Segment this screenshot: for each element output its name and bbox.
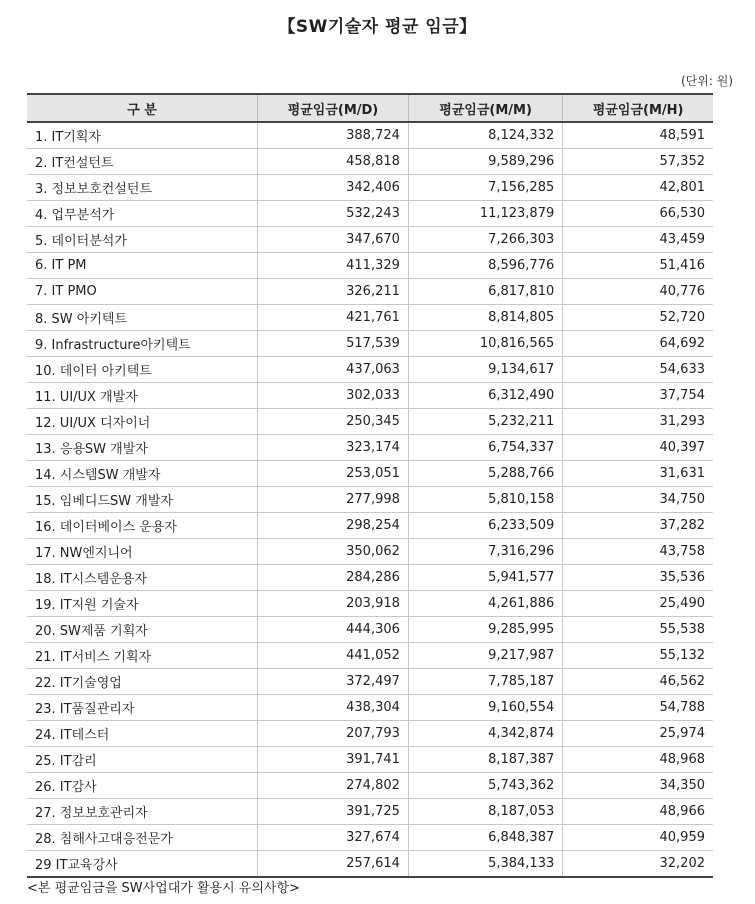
job-title-cell: 28. 침해사고대응전문가 [27, 825, 258, 851]
hourly-wage-cell: 55,132 [563, 643, 713, 669]
job-title-cell: 5. 데이터분석가 [27, 227, 258, 253]
daily-wage-cell: 391,741 [258, 747, 409, 773]
table-row [27, 669, 713, 695]
daily-wage-cell: 302,033 [258, 383, 409, 409]
monthly-wage-cell: 8,124,332 [408, 122, 562, 149]
job-title-cell: 10. 데이터 아키텍트 [27, 357, 258, 383]
hourly-wage-cell: 48,966 [563, 799, 713, 825]
table-row [27, 279, 713, 305]
table-row [27, 227, 713, 253]
job-title-cell: 2. IT컨설턴트 [27, 149, 258, 175]
monthly-wage-cell: 6,233,509 [408, 513, 562, 539]
table-row [27, 513, 713, 539]
hourly-wage-cell: 25,974 [563, 721, 713, 747]
job-title-cell: 22. IT기술영업 [27, 669, 258, 695]
hourly-wage-cell: 40,776 [563, 279, 713, 305]
monthly-wage-cell: 8,814,805 [408, 305, 562, 331]
job-title-cell: 20. SW제품 기획자 [27, 617, 258, 643]
monthly-wage-cell: 8,596,776 [408, 253, 562, 279]
hourly-wage-cell: 40,397 [563, 435, 713, 461]
table-row [27, 149, 713, 175]
table-row [27, 747, 713, 773]
table-row [27, 695, 713, 721]
hourly-wage-cell: 57,352 [563, 149, 713, 175]
hourly-wage-cell: 48,591 [563, 122, 713, 149]
usage-note: <본 평균임금을 SW사업대가 활용시 유의사항> [27, 881, 300, 896]
job-title-cell: 21. IT서비스 기획자 [27, 643, 258, 669]
daily-wage-cell: 298,254 [258, 513, 409, 539]
table-row [27, 773, 713, 799]
table-row [27, 487, 713, 513]
monthly-wage-cell: 7,266,303 [408, 227, 562, 253]
daily-wage-cell: 277,998 [258, 487, 409, 513]
daily-wage-cell: 372,497 [258, 669, 409, 695]
job-title-cell: 23. IT품질관리자 [27, 695, 258, 721]
daily-wage-cell: 284,286 [258, 565, 409, 591]
daily-wage-cell: 444,306 [258, 617, 409, 643]
job-title-cell: 24. IT테스터 [27, 721, 258, 747]
job-title-cell: 12. UI/UX 디자이너 [27, 409, 258, 435]
monthly-wage-cell: 5,810,158 [408, 487, 562, 513]
daily-wage-cell: 250,345 [258, 409, 409, 435]
monthly-wage-cell: 8,187,053 [408, 799, 562, 825]
daily-wage-cell: 421,761 [258, 305, 409, 331]
daily-wage-cell: 532,243 [258, 201, 409, 227]
unit-label: (단위: 원) [681, 74, 733, 88]
job-title-cell: 18. IT시스템운용자 [27, 565, 258, 591]
hourly-wage-cell: 64,692 [563, 331, 713, 357]
monthly-wage-cell: 5,384,133 [408, 851, 562, 878]
job-title-cell: 11. UI/UX 개발자 [27, 383, 258, 409]
job-title-cell: 27. 정보보호관리자 [27, 799, 258, 825]
daily-wage-cell: 391,725 [258, 799, 409, 825]
table-row [27, 461, 713, 487]
table-row [27, 201, 713, 227]
job-title-cell: 29 IT교육강사 [27, 851, 258, 878]
daily-wage-cell: 438,304 [258, 695, 409, 721]
column-header-mm: 평균임금(M/M) [408, 94, 562, 122]
hourly-wage-cell: 32,202 [563, 851, 713, 878]
table-row [27, 825, 713, 851]
job-title-cell: 9. Infrastructure아키텍트 [27, 331, 258, 357]
table-row [27, 799, 713, 825]
daily-wage-cell: 437,063 [258, 357, 409, 383]
hourly-wage-cell: 54,788 [563, 695, 713, 721]
table-row [27, 253, 713, 279]
job-title-cell: 1. IT기획자 [27, 122, 258, 149]
table-row [27, 643, 713, 669]
hourly-wage-cell: 52,720 [563, 305, 713, 331]
monthly-wage-cell: 4,261,886 [408, 591, 562, 617]
table-row [27, 435, 713, 461]
monthly-wage-cell: 9,589,296 [408, 149, 562, 175]
table-row [27, 591, 713, 617]
column-header-category: 구 분 [27, 94, 258, 122]
daily-wage-cell: 458,818 [258, 149, 409, 175]
job-title-cell: 4. 업무분석가 [27, 201, 258, 227]
job-title-cell: 14. 시스템SW 개발자 [27, 461, 258, 487]
job-title-cell: 3. 정보보호컨설턴트 [27, 175, 258, 201]
hourly-wage-cell: 25,490 [563, 591, 713, 617]
hourly-wage-cell: 43,459 [563, 227, 713, 253]
monthly-wage-cell: 9,285,995 [408, 617, 562, 643]
hourly-wage-cell: 31,293 [563, 409, 713, 435]
table-row [27, 305, 713, 331]
hourly-wage-cell: 54,633 [563, 357, 713, 383]
monthly-wage-cell: 5,743,362 [408, 773, 562, 799]
column-header-md: 평균임금(M/D) [258, 94, 409, 122]
monthly-wage-cell: 7,316,296 [408, 539, 562, 565]
job-title-cell: 25. IT감리 [27, 747, 258, 773]
monthly-wage-cell: 5,232,211 [408, 409, 562, 435]
table-row [27, 357, 713, 383]
table-row [27, 721, 713, 747]
job-title-cell: 17. NW엔지니어 [27, 539, 258, 565]
job-title-cell: 8. SW 아키텍트 [27, 305, 258, 331]
job-title-cell: 7. IT PMO [27, 279, 258, 305]
table-row [27, 617, 713, 643]
monthly-wage-cell: 7,156,285 [408, 175, 562, 201]
hourly-wage-cell: 43,758 [563, 539, 713, 565]
daily-wage-cell: 326,211 [258, 279, 409, 305]
daily-wage-cell: 327,674 [258, 825, 409, 851]
job-title-cell: 13. 응용SW 개발자 [27, 435, 258, 461]
hourly-wage-cell: 37,754 [563, 383, 713, 409]
daily-wage-cell: 253,051 [258, 461, 409, 487]
hourly-wage-cell: 34,350 [563, 773, 713, 799]
monthly-wage-cell: 5,288,766 [408, 461, 562, 487]
table-row [27, 565, 713, 591]
daily-wage-cell: 517,539 [258, 331, 409, 357]
hourly-wage-cell: 46,562 [563, 669, 713, 695]
job-title-cell: 16. 데이터베이스 운용자 [27, 513, 258, 539]
table-row [27, 175, 713, 201]
hourly-wage-cell: 40,959 [563, 825, 713, 851]
table-row [27, 331, 713, 357]
monthly-wage-cell: 9,160,554 [408, 695, 562, 721]
daily-wage-cell: 257,614 [258, 851, 409, 878]
daily-wage-cell: 441,052 [258, 643, 409, 669]
wage-table [27, 93, 713, 878]
daily-wage-cell: 342,406 [258, 175, 409, 201]
table-row [27, 383, 713, 409]
daily-wage-cell: 323,174 [258, 435, 409, 461]
column-header-mh: 평균임금(M/H) [563, 94, 713, 122]
monthly-wage-cell: 9,134,617 [408, 357, 562, 383]
daily-wage-cell: 411,329 [258, 253, 409, 279]
job-title-cell: 19. IT지원 기술자 [27, 591, 258, 617]
hourly-wage-cell: 42,801 [563, 175, 713, 201]
hourly-wage-cell: 66,530 [563, 201, 713, 227]
job-title-cell: 15. 임베디드SW 개발자 [27, 487, 258, 513]
table-row [27, 122, 713, 149]
daily-wage-cell: 203,918 [258, 591, 409, 617]
hourly-wage-cell: 55,538 [563, 617, 713, 643]
monthly-wage-cell: 5,941,577 [408, 565, 562, 591]
monthly-wage-cell: 6,817,810 [408, 279, 562, 305]
monthly-wage-cell: 6,754,337 [408, 435, 562, 461]
daily-wage-cell: 388,724 [258, 122, 409, 149]
monthly-wage-cell: 6,312,490 [408, 383, 562, 409]
job-title-cell: 26. IT감사 [27, 773, 258, 799]
hourly-wage-cell: 37,282 [563, 513, 713, 539]
hourly-wage-cell: 34,750 [563, 487, 713, 513]
hourly-wage-cell: 48,968 [563, 747, 713, 773]
job-title-cell: 6. IT PM [27, 253, 258, 279]
table-row [27, 539, 713, 565]
monthly-wage-cell: 9,217,987 [408, 643, 562, 669]
monthly-wage-cell: 10,816,565 [408, 331, 562, 357]
table-row [27, 851, 713, 878]
hourly-wage-cell: 31,631 [563, 461, 713, 487]
daily-wage-cell: 207,793 [258, 721, 409, 747]
monthly-wage-cell: 4,342,874 [408, 721, 562, 747]
hourly-wage-cell: 51,416 [563, 253, 713, 279]
monthly-wage-cell: 6,848,387 [408, 825, 562, 851]
table-header-row [27, 94, 713, 122]
page-title: 【SW기술자 평균 임금】 [278, 17, 477, 37]
daily-wage-cell: 274,802 [258, 773, 409, 799]
monthly-wage-cell: 11,123,879 [408, 201, 562, 227]
monthly-wage-cell: 7,785,187 [408, 669, 562, 695]
daily-wage-cell: 347,670 [258, 227, 409, 253]
hourly-wage-cell: 35,536 [563, 565, 713, 591]
monthly-wage-cell: 8,187,387 [408, 747, 562, 773]
table-row [27, 409, 713, 435]
daily-wage-cell: 350,062 [258, 539, 409, 565]
